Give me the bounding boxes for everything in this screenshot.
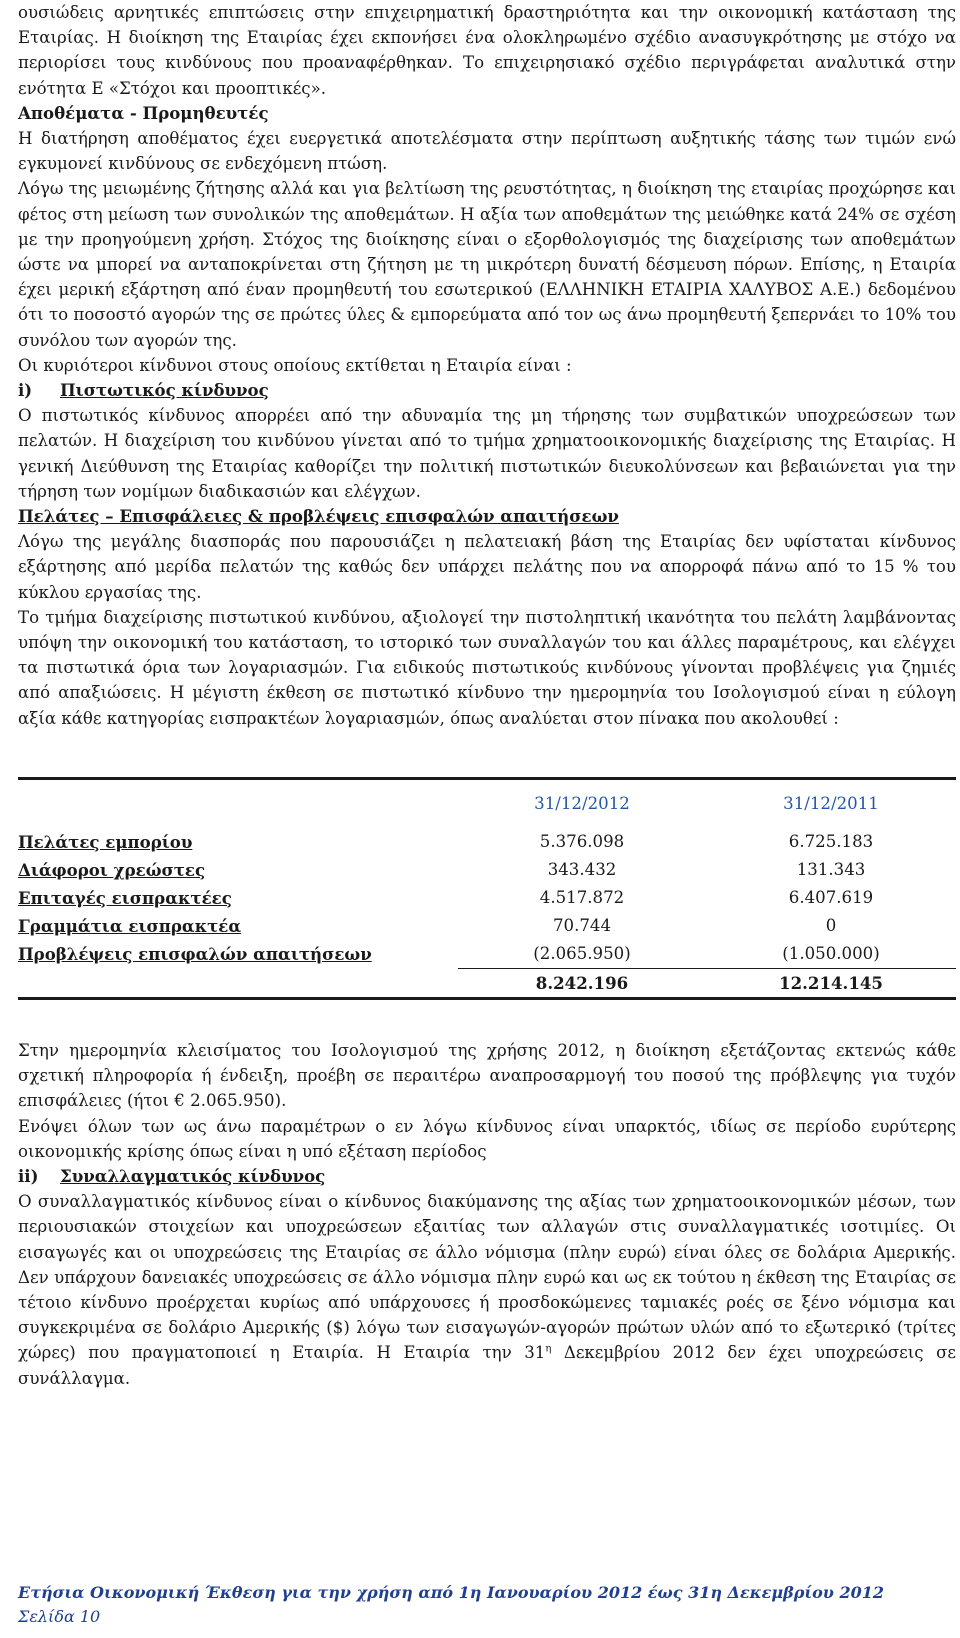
credit-risk-title: Πιστωτικός κίνδυνος xyxy=(60,380,269,401)
fx-text-part-2: Δεκεμβρίου 2012 δεν έχει υποχρεώσεις σε συνάλλαγμα. xyxy=(18,1343,956,1388)
fx-text-part-1: Ο συναλλαγματικός κίνδυνος είναι ο κίνδυνος διακύμανσης της αξίας των χρηματοοικονομικών μέσων, των περιουσιακών στοιχείων και υποχρεώσεων εξαιτίας των αλλαγών στις συναλλαγματικές ισοτιμίες. Οι εισαγωγές και οι υποχρεώσεις της Εταιρίας σε άλλο νόμισμα (πλην ευρώ) είναι όλες σε δολάρια Αμερικής. Δεν υπάρχουν δανειακές υποχρεώσεις σε άλλο νόμισμα πλην ευρώ και ως εκ τούτου η έκθεση της Εταιρίας σε τέτοιο κίνδυνο προέρχεται κυρίως από υπάρχουσες ή προσδοκώμενες ταμιακές ροές σε ξένο νόμισμα και συγκεκριμένα σε δολάριο Αμερικής ($) λόγω των εισαγωγών-αγορών πρώτων υλών από το εξωτερικό (τρίτες χώρες) που πραγματοποιεί η Εταιρία. Η Εταιρία την 31 xyxy=(18,1192,956,1363)
total-value-2012: 8.242.196 xyxy=(458,968,706,998)
table-row xyxy=(18,912,956,940)
inventory-heading: Αποθέματα - Προμηθευτές xyxy=(18,102,269,123)
row-label: Επιταγές εισπρακτέες xyxy=(18,887,232,908)
fx-superscript: η xyxy=(545,1343,552,1355)
row-label: Διάφοροι χρεώστες xyxy=(18,859,206,880)
row-label: Προβλέψεις επισφαλών απαιτήσεων xyxy=(18,944,372,965)
table-header-row xyxy=(18,778,956,828)
total-value-2011: 12.214.145 xyxy=(706,968,956,998)
intro-paragraph: ουσιώδεις αρνητικές επιπτώσεις στην επιχειρηματική δραστηριότητα και την οικονομική κατάσταση της Εταιρίας. Η διοίκηση της Εταιρίας έχει εκπονήσει ένα ολοκληρωμένο σχέδιο ανασυγκρότησης με στόχο να περιορίσει τους κινδύνους που προαναφέρθηκαν. Το επιχειρησιακό σχέδιο περιγράφεται αναλυτικά στην ενότητα Ε «Στόχοι και προοπτικές». xyxy=(18,3,956,98)
row-value-2011: 131.343 xyxy=(796,859,866,879)
credit-risk-heading xyxy=(18,378,956,403)
footer-title: Ετήσια Οικονομική Έκθεση για την χρήση από 1η Ιανουαρίου 2012 έως 31η Δεκεμβρίου 2012 xyxy=(18,1583,884,1602)
fx-risk-heading xyxy=(18,1164,956,1189)
table-header-blank xyxy=(18,778,458,828)
credit-risk-paragraph-1: Ο πιστωτικός κίνδυνος απορρέει από την αδυναμία της μη τήρησης των συμβατικών υποχρεώσεων των πελατών. Η διαχείριση του κινδύνου γίνεται από το τμήμα χρηματοοικονομικής διαχείρισης της Εταιρίας. Η γενική Διεύθυνση της Εταιρίας καθορίζει την πολιτική πιστωτικών διευκολύνσεων και βεβαιώνεται για την τήρηση των νομίμων διαδικασιών και ελέγχων. xyxy=(18,406,956,501)
table-row xyxy=(18,856,956,884)
inventory-paragraph-1: Η διατήρηση αποθέματος έχει ευεργετικά αποτελέσματα στην περίπτωση αυξητικής τάσης των τιμών ενώ εγκυμονεί κινδύνους σε ενδεχόμενη πτώση. xyxy=(18,129,956,174)
row-value-2011: 6.725.183 xyxy=(788,831,874,851)
row-value-2012: 5.376.098 xyxy=(539,831,625,851)
credit-risk-paragraph-3: Το τμήμα διαχείρισης πιστωτικού κινδύνου, αξιολογεί την πιστοληπτική ικανότητα του πελάτη λαμβάνοντας υπόψη την οικονομική του κατάσταση, το ιστορικό των συναλλαγών του και άλλες παραμέτρους, και ελέγχει τα πιστωτικά όρια των λογαριασμών. Για ειδικούς πιστωτικούς κινδύνους γίνονται προβλέψεις για ζημιές από απαξιώσεις. Η μέγιστη έκθεση σε πιστωτικό κίνδυνο την ημερομηνία του Ισολογισμού είναι η εύλογη αξία κάθε κατηγορίας εισπρακτέων λογαριασμών, όπως αναλύεται στον πίνακα που ακολουθεί : xyxy=(18,607,956,728)
row-value-2012: 70.744 xyxy=(552,915,612,935)
page-footer xyxy=(18,1581,956,1629)
row-value-2012: 4.517.872 xyxy=(539,887,625,907)
fx-risk-title: Συναλλαγματικός κίνδυνος xyxy=(60,1165,326,1186)
customers-subheading: Πελάτες – Επισφάλειες & προβλέψεις επισφαλών απαιτήσεων xyxy=(18,506,619,527)
total-label-blank xyxy=(18,968,458,998)
after-table-paragraph-1: Στην ημερομηνία κλεισίματος του Ισολογισμού της χρήσης 2012, η διοίκηση εξετάζοντας εκτενώς κάθε σχετική πληροφορία ή ένδειξη, προέβη σε περαιτέρω αναπροσαρμογή του ποσού της πρόβλεψης για τυχόν επισφάλειες (ήτοι € 2.065.950). xyxy=(18,1040,956,1111)
table-row xyxy=(18,828,956,856)
table-row xyxy=(18,884,956,912)
row-value-2011: 0 xyxy=(825,915,837,935)
page-number: Σελίδα 10 xyxy=(18,1607,101,1626)
row-label: Πελάτες εμπορίου xyxy=(18,831,193,852)
row-value-2011: 6.407.619 xyxy=(788,887,874,907)
credit-risk-paragraph-2: Λόγω της μεγάλης διασποράς που παρουσιάζει η πελατειακή βάση της Εταιρίας δεν υφίσταται κίνδυνος εξάρτησης από μερίδα πελατών της καθώς δεν υπάρχει πελάτης που να απορροφά πάνω από το 15 % του κύκλου εργασίας της. xyxy=(18,532,956,602)
after-table-paragraph-2: Ενόψει όλων των ως άνω παραμέτρων ο εν λόγω κίνδυνος είναι υπαρκτός, ιδίως σε περίοδο ευρύτερης οικονομικής κρίσης όπως είναι η υπό εξέταση περίοδος xyxy=(18,1116,956,1161)
inventory-paragraph-2: Λόγω της μειωμένης ζήτησης αλλά και για βελτίωση της ρευστότητας, η διοίκηση της εταιρίας προχώρησε και φέτος στη μείωση των συνολικών της αποθεμάτων. Η αξία των αποθεμάτων της μειώθηκε κατά 24% σε σχέση με την προηγούμενη χρήση. Στόχος της διοίκησης είναι ο εξορθολογισμός της διαχείρισης των αποθεμάτων ώστε να μπορεί να ανταποκρίνεται στη ζήτηση με τη μικρότερη δυνατή δέσμευση πόρων. Επίσης, η Εταιρία έχει μερική εξάρτηση από έναν προμηθευτή του εσωτερικού (ΕΛΛΗΝΙΚΗ ΕΤΑΙΡΙΑ ΧΑΛΥΒΟΣ Α.Ε.) δεδομένου ότι το ποσοστό αγορών της σε πρώτες ύλες & εμπορεύματα από τον ως άνω προμηθευτή ξεπερνάει το 10% του συνόλου των αγορών της. xyxy=(18,179,956,350)
row-value-2012: (2.065.950) xyxy=(533,943,631,963)
table-row xyxy=(18,940,956,969)
fx-risk-number: ii) xyxy=(18,1165,39,1186)
row-value-2011: (1.050.000) xyxy=(782,943,880,963)
row-value-2012: 343.432 xyxy=(547,859,617,879)
credit-risk-number: i) xyxy=(18,380,33,401)
fx-risk-paragraph xyxy=(18,1189,956,1391)
receivables-table-wrapper xyxy=(18,777,956,1000)
inventory-paragraph-3: Οι κυριότεροι κίνδυνοι στους οποίους εκτίθεται η Εταιρία είναι : xyxy=(18,355,572,375)
document-page xyxy=(18,0,956,1391)
row-label: Γραμμάτια εισπρακτέα xyxy=(18,915,242,936)
table-header-2011: 31/12/2011 xyxy=(783,793,879,813)
receivables-table xyxy=(18,777,956,1000)
table-total-row xyxy=(18,968,956,998)
table-header-2012: 31/12/2012 xyxy=(534,793,630,813)
